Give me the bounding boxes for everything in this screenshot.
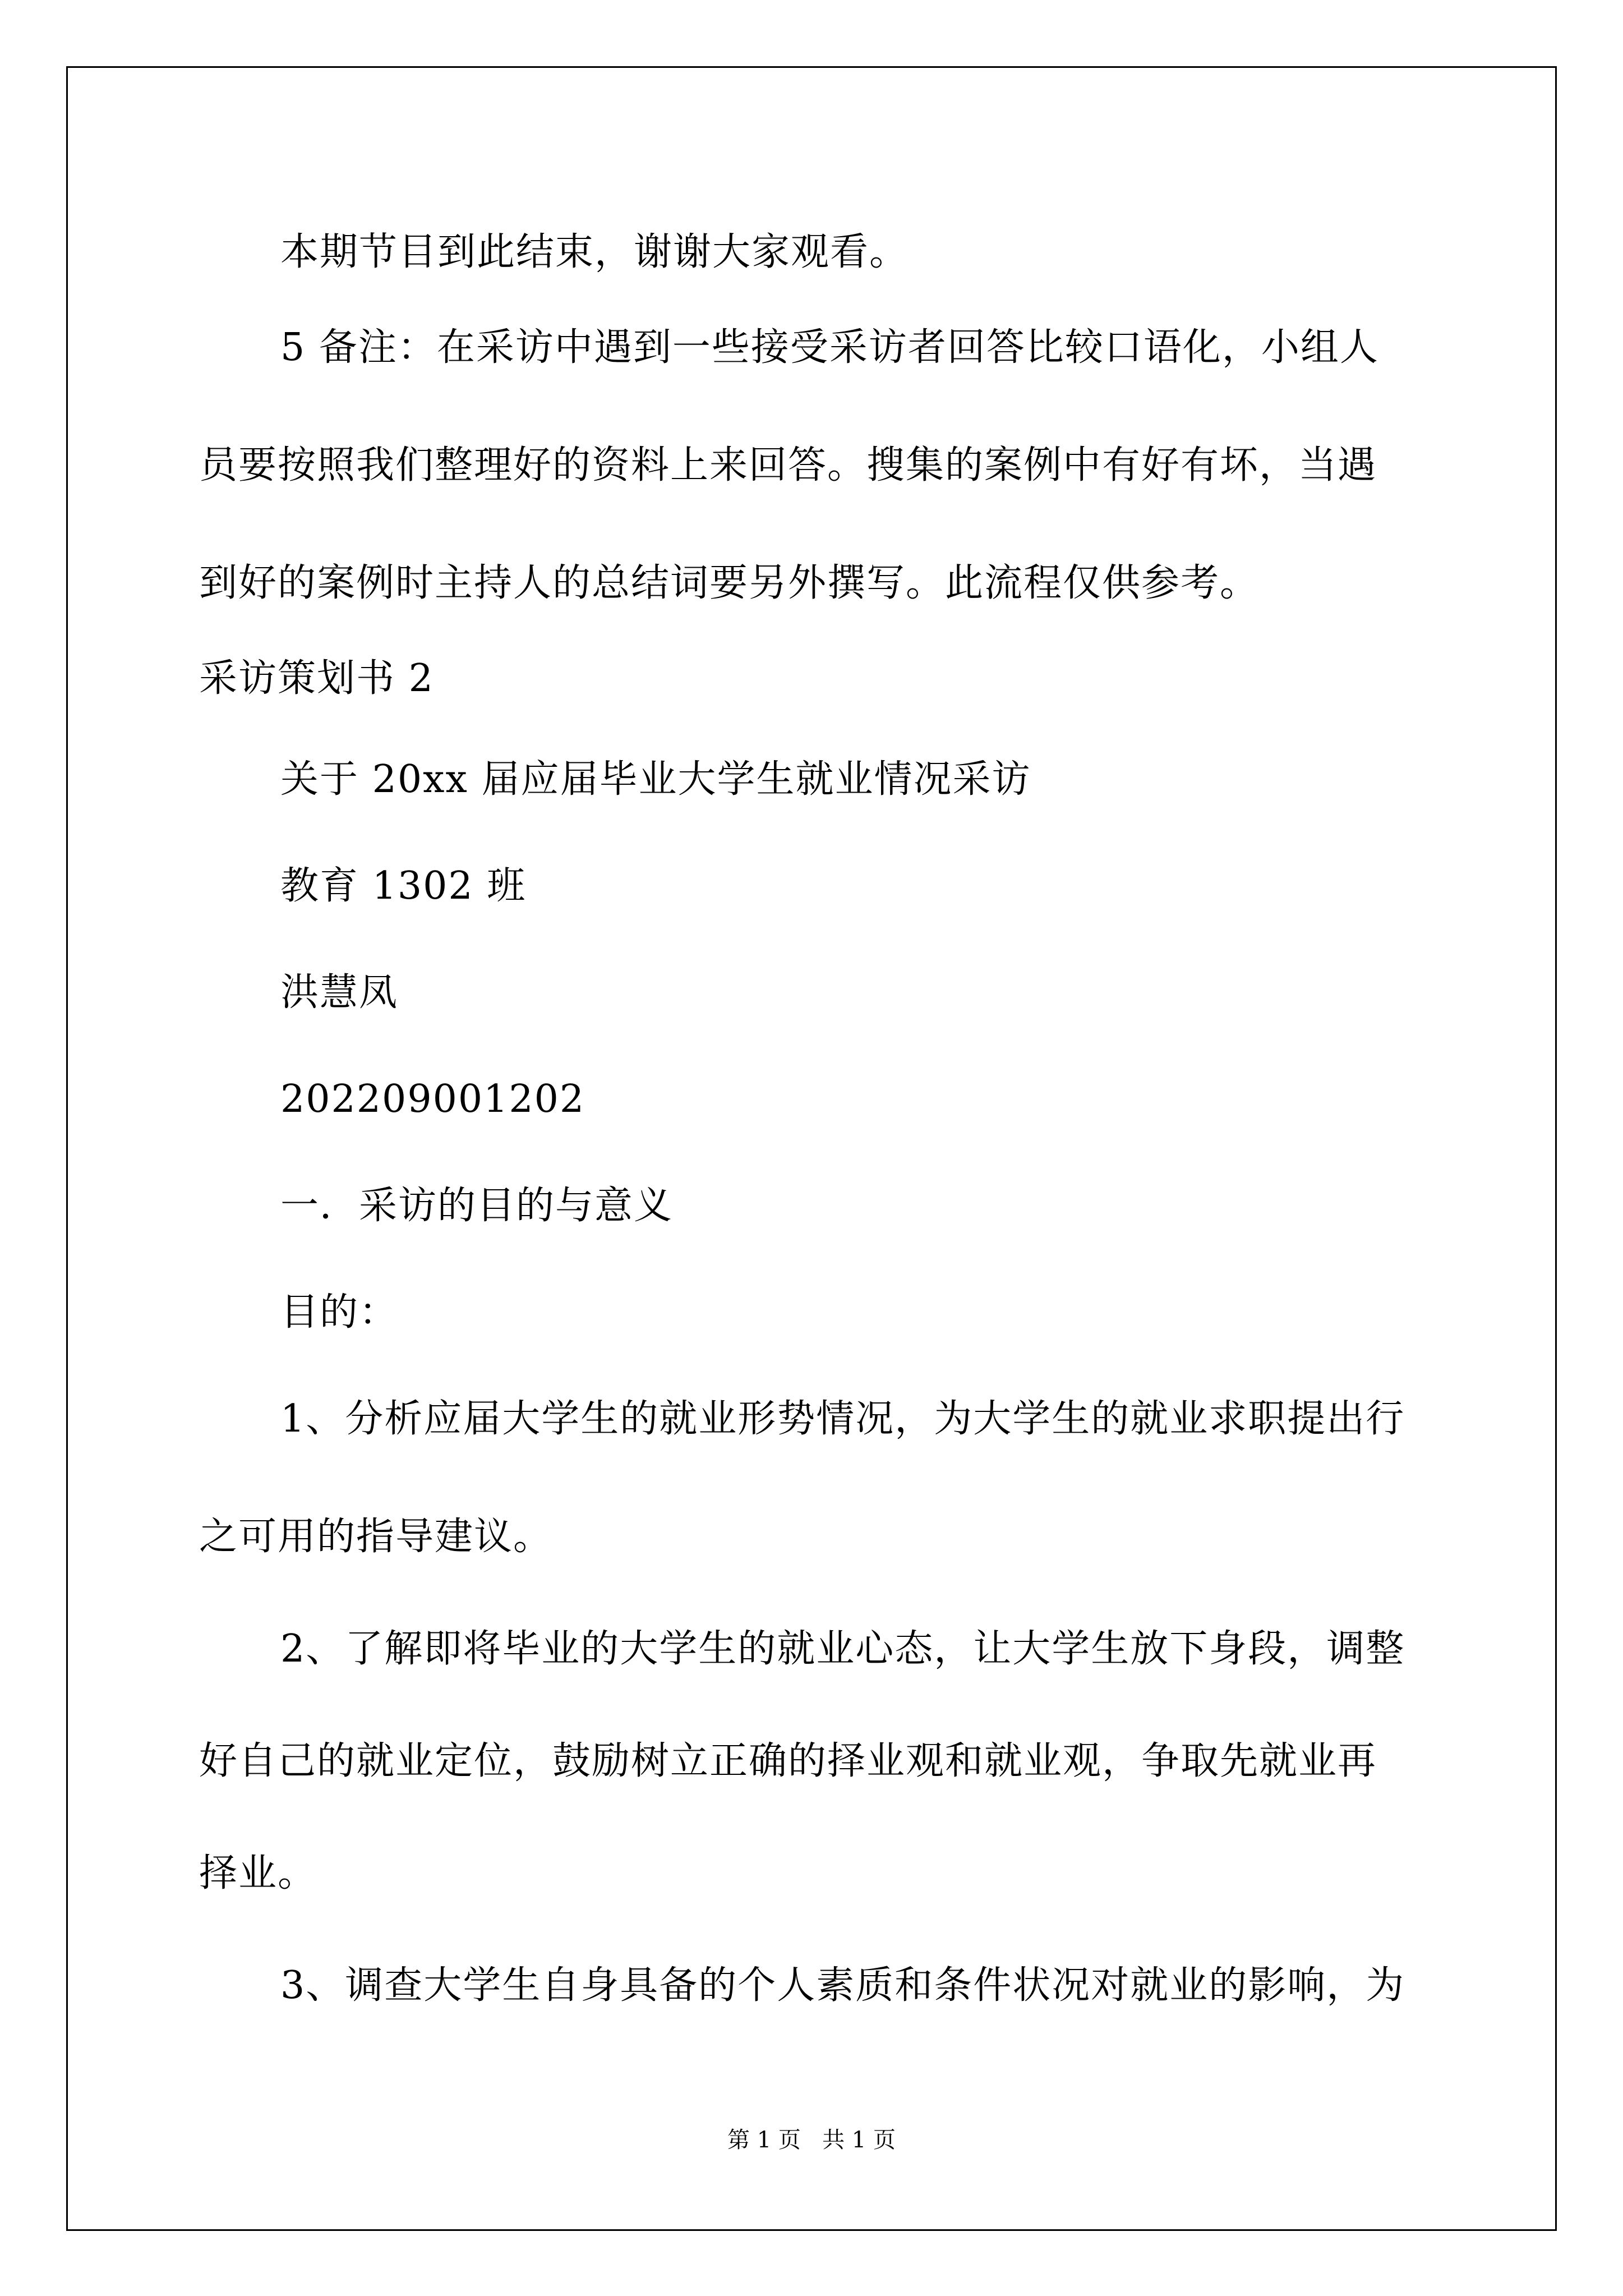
page-footer: 第 1 页 共 1 页 bbox=[727, 2127, 896, 2153]
paragraph-line: 洪慧凤 bbox=[280, 970, 399, 1015]
page-border bbox=[66, 66, 1557, 2231]
section-title: 采访策划书 2 bbox=[199, 656, 434, 701]
paragraph-line: 目的： bbox=[280, 1290, 399, 1335]
paragraph-line: 1、分析应届大学生的就业形势情况，为大学生的就业求职提出行 bbox=[280, 1397, 1405, 1441]
paragraph-line: 教育 1302 班 bbox=[280, 864, 527, 908]
paragraph-line: 一．采访的目的与意义 bbox=[280, 1184, 674, 1228]
paragraph-line: 之可用的指导建议。 bbox=[199, 1515, 553, 1559]
paragraph-line: 2、了解即将毕业的大学生的就业心态，让大学生放下身段，调整 bbox=[280, 1627, 1405, 1671]
paragraph-line: 员要按照我们整理好的资料上来回答。搜集的案例中有好有坏，当遇 bbox=[199, 443, 1377, 487]
paragraph-line: 关于 20xx 届应届毕业大学生就业情况采访 bbox=[280, 757, 1031, 802]
paragraph-line: 择业。 bbox=[199, 1851, 317, 1895]
paragraph-line: 5 备注：在采访中遇到一些接受采访者回答比较口语化，小组人 bbox=[280, 325, 1379, 370]
paragraph-line: 到好的案例时主持人的总结词要另外撰写。此流程仅供参考。 bbox=[199, 561, 1260, 605]
paragraph-line: 3、调查大学生自身具备的个人素质和条件状况对就业的影响，为 bbox=[280, 1963, 1405, 2008]
paragraph-line: 202209001202 bbox=[280, 1077, 585, 1121]
paragraph-line: 好自己的就业定位，鼓励树立正确的择业观和就业观，争取先就业再 bbox=[199, 1739, 1377, 1783]
paragraph-line: 本期节目到此结束，谢谢大家观看。 bbox=[280, 230, 909, 274]
